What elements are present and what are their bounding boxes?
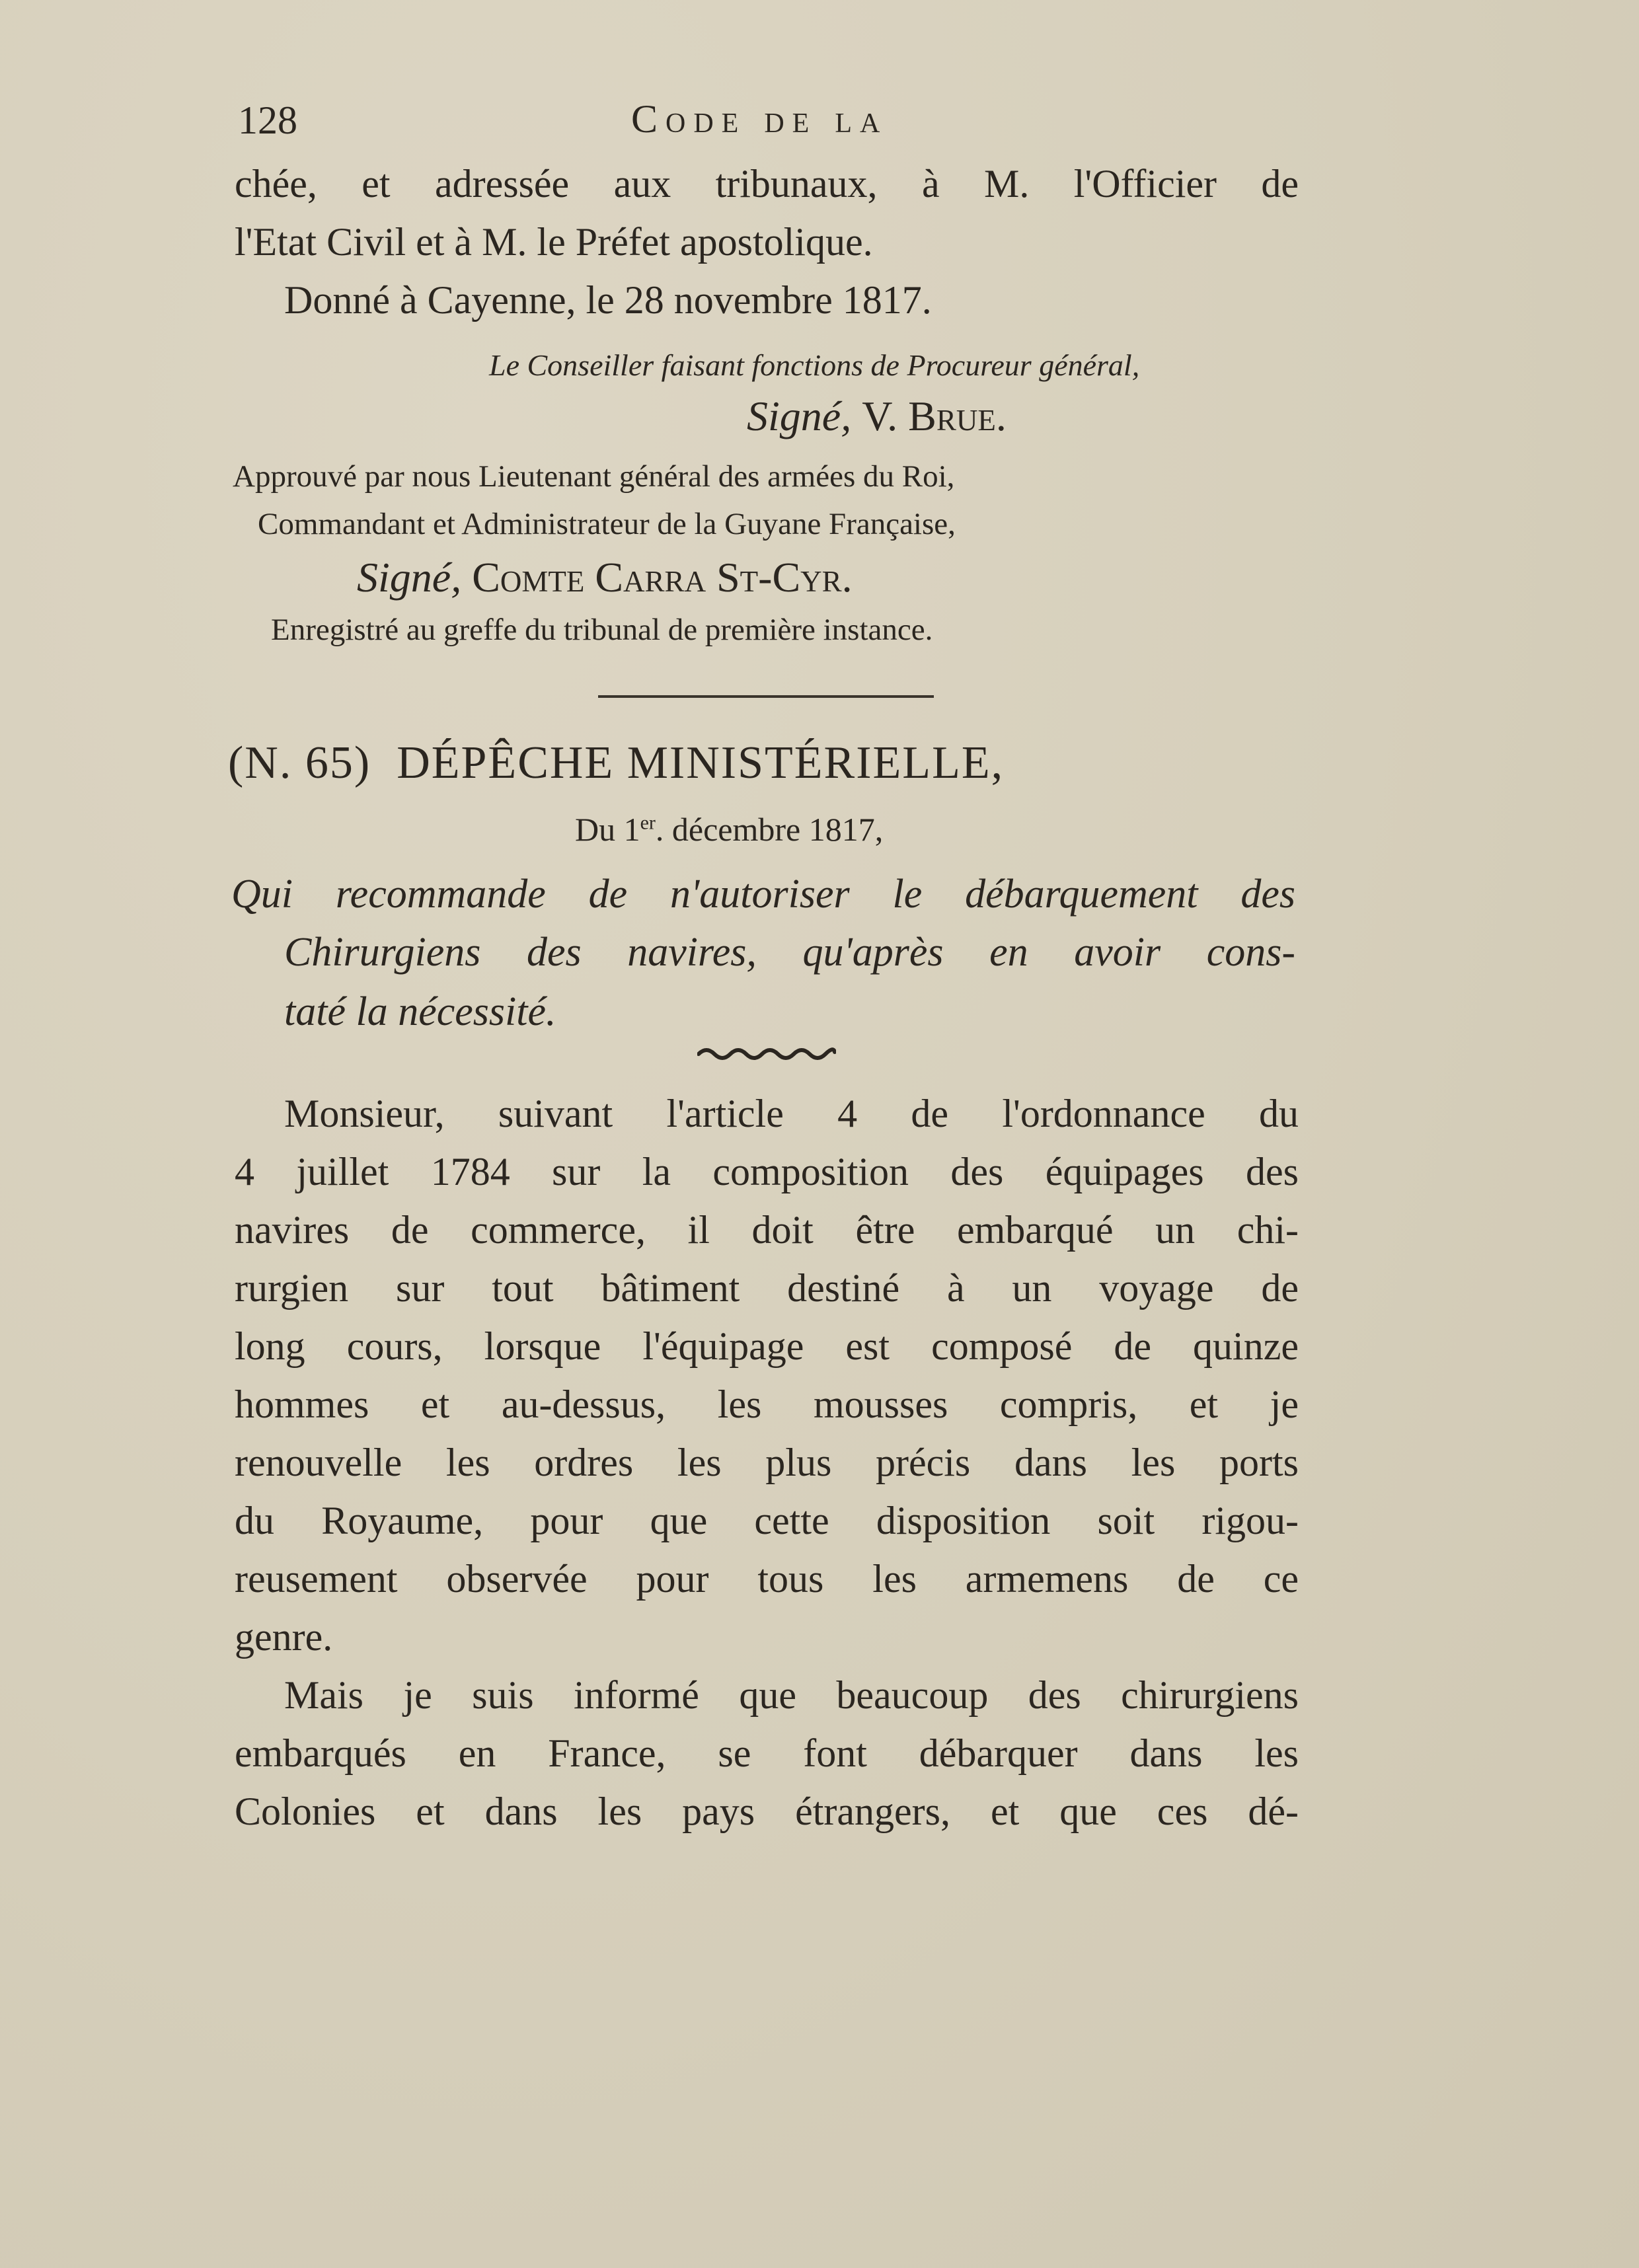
- body-line: Monsieur, suivant l'article 4 de l'ordonnance du: [284, 1092, 1299, 1135]
- document-number: (N. 65): [228, 737, 371, 788]
- document-date: [575, 813, 883, 846]
- page-number: 128: [238, 98, 297, 142]
- body-line: Colonies et dans les pays étrangers, et que ces dé-: [235, 1790, 1299, 1833]
- signature-2: [357, 556, 853, 599]
- registration-note: Enregistré au greffe du tribunal de première instance.: [271, 613, 933, 647]
- wavy-ornament: [697, 1044, 836, 1064]
- text-line: chée, et adressée aux tribunaux, à M. l'Officier de: [235, 162, 1299, 206]
- body-line: hommes et au-dessus, les mousses compris, et je: [235, 1382, 1299, 1426]
- body-line: genre.: [235, 1615, 333, 1659]
- approval-line: Commandant et Administrateur de la Guyane Française,: [258, 507, 956, 541]
- section-divider: [598, 695, 934, 698]
- summary-line: taté la nécessité.: [284, 989, 556, 1034]
- signature-name: V. Brue.: [862, 393, 1007, 439]
- body-line: reusement observée pour tous les armemens de ce: [235, 1557, 1299, 1601]
- body-line: du Royaume, pour que cette disposition soit rigou-: [235, 1499, 1299, 1542]
- approval-line: Approuvé par nous Lieutenant général des armées du Roi,: [233, 459, 955, 494]
- date-suffix: . décembre 1817,: [655, 811, 884, 848]
- signature-label: Signé,: [747, 393, 852, 439]
- summary-line: Chirurgiens des navires, qu'après en avoir cons-: [284, 930, 1295, 975]
- date-superscript: er: [640, 812, 656, 834]
- signature-1: [747, 395, 1007, 437]
- body-line: rurgien sur tout bâtiment destiné à un voyage de: [235, 1266, 1299, 1310]
- body-line: navires de commerce, il doit être embarqué un chi-: [235, 1208, 1299, 1252]
- body-line: Mais je suis informé que beaucoup des chirurgiens: [284, 1673, 1299, 1717]
- signature-name: Comte Carra St-Cyr.: [472, 554, 853, 601]
- document-heading: [228, 737, 1005, 788]
- text-line: l'Etat Civil et à M. le Préfet apostolique.: [235, 220, 873, 264]
- body-line: 4 juillet 1784 sur la composition des équipages des: [235, 1150, 1299, 1193]
- date-prefix: Du 1: [575, 811, 640, 848]
- running-title: Code de la: [631, 97, 888, 141]
- date-line: Donné à Cayenne, le 28 novembre 1817.: [284, 278, 932, 322]
- body-line: embarqués en France, se font débarquer dans les: [235, 1731, 1299, 1775]
- body-line: renouvelle les ordres les plus précis dans les ports: [235, 1441, 1299, 1484]
- signature-label: Signé,: [357, 554, 462, 601]
- summary-line: Qui recommande de n'autoriser le débarquement des: [231, 872, 1295, 917]
- signatory-role: Le Conseiller faisant fonctions de Procureur général,: [489, 348, 1140, 382]
- document-title: DÉPÊCHE MINISTÉRIELLE,: [397, 737, 1005, 788]
- body-line: long cours, lorsque l'équipage est composé de quinze: [235, 1324, 1299, 1368]
